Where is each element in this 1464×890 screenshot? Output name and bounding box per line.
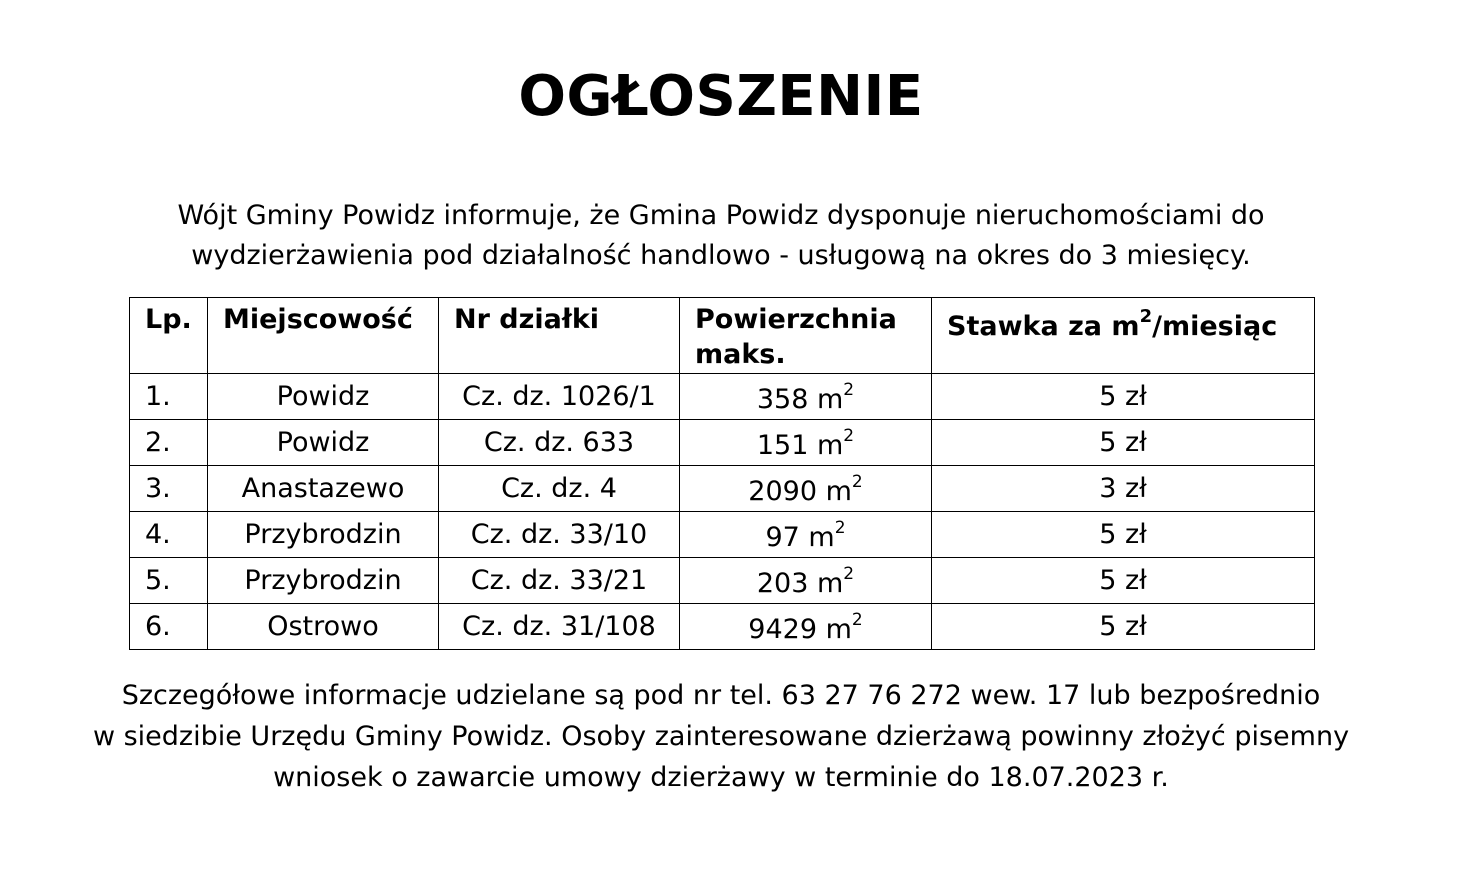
- table-header-row: [130, 298, 1315, 374]
- cell-rate: 5 zł: [932, 374, 1315, 420]
- cell-lp: 6.: [130, 604, 208, 650]
- page-title: OGŁOSZENIE: [518, 64, 924, 129]
- cell-area-value: 358 m: [756, 384, 844, 415]
- header-lp: Lp.: [130, 298, 208, 374]
- cell-rate: 3 zł: [932, 466, 1315, 512]
- header-area-line: Powierzchnia: [695, 304, 897, 335]
- intro-line: Wójt Gminy Powidz informuje, że Gmina Powidz dysponuje nieruchomościami do: [177, 200, 1265, 231]
- cell-area: [680, 604, 932, 650]
- cell-area-sup: 2: [851, 472, 863, 492]
- table-row: [130, 604, 1315, 650]
- intro-paragraph: [0, 196, 1442, 276]
- header-plot: Nr działki: [439, 298, 680, 374]
- cell-area: [680, 374, 932, 420]
- cell-rate: 5 zł: [932, 558, 1315, 604]
- cell-lp: 4.: [130, 512, 208, 558]
- cell-plot: Cz. dz. 33/21: [439, 558, 680, 604]
- table-row: [130, 420, 1315, 466]
- cell-area-value: 151 m: [756, 430, 844, 461]
- cell-area-value: 9429 m: [748, 614, 852, 645]
- cell-area: [680, 512, 932, 558]
- footer-paragraph: [0, 675, 1442, 798]
- cell-plot: Cz. dz. 633: [439, 420, 680, 466]
- header-rate-suffix: /miesiąc: [1152, 311, 1278, 342]
- cell-area-value: 203 m: [756, 568, 844, 599]
- cell-plot: Cz. dz. 31/108: [439, 604, 680, 650]
- table-row: [130, 558, 1315, 604]
- cell-rate: 5 zł: [932, 512, 1315, 558]
- cell-area-value: 97 m: [765, 522, 835, 553]
- cell-area: [680, 466, 932, 512]
- header-rate-prefix: Stawka za m: [947, 311, 1140, 342]
- header-rate-sup: 2: [1139, 306, 1153, 327]
- cell-area-sup: 2: [843, 564, 855, 584]
- cell-lp: 3.: [130, 466, 208, 512]
- cell-plot: Cz. dz. 33/10: [439, 512, 680, 558]
- footer-line: Szczegółowe informacje udzielane są pod nr tel. 63 27 76 272 wew. 17 lub bezpośrednio: [121, 680, 1321, 711]
- cell-area-sup: 2: [843, 426, 855, 446]
- cell-place: Powidz: [208, 374, 439, 420]
- cell-rate: 5 zł: [932, 604, 1315, 650]
- header-area: [680, 298, 932, 374]
- header-place: Miejscowość: [208, 298, 439, 374]
- cell-place: Powidz: [208, 420, 439, 466]
- header-area-line: maks.: [695, 339, 786, 370]
- footer-line: wniosek o zawarcie umowy dzierżawy w terminie do 18.07.2023 r.: [273, 762, 1169, 793]
- cell-place: Przybrodzin: [208, 512, 439, 558]
- cell-lp: 2.: [130, 420, 208, 466]
- cell-area-sup: 2: [834, 518, 846, 538]
- footer-line: w siedzibie Urzędu Gminy Powidz. Osoby zainteresowane dzierżawą powinny złożyć pisemny: [92, 721, 1350, 752]
- table-row: [130, 512, 1315, 558]
- cell-rate: 5 zł: [932, 420, 1315, 466]
- cell-place: Przybrodzin: [208, 558, 439, 604]
- cell-place: Anastazewo: [208, 466, 439, 512]
- cell-lp: 1.: [130, 374, 208, 420]
- header-rate: [932, 298, 1315, 374]
- cell-area: [680, 420, 932, 466]
- cell-area-sup: 2: [851, 610, 863, 630]
- cell-area: [680, 558, 932, 604]
- cell-plot: Cz. dz. 4: [439, 466, 680, 512]
- cell-place: Ostrowo: [208, 604, 439, 650]
- cell-area-value: 2090 m: [748, 476, 852, 507]
- intro-line: wydzierżawienia pod działalność handlowo - usługową na okres do 3 miesięcy.: [191, 240, 1251, 271]
- cell-lp: 5.: [130, 558, 208, 604]
- properties-table: [129, 297, 1315, 650]
- cell-plot: Cz. dz. 1026/1: [439, 374, 680, 420]
- cell-area-sup: 2: [843, 380, 855, 400]
- table-row: [130, 374, 1315, 420]
- table-row: [130, 466, 1315, 512]
